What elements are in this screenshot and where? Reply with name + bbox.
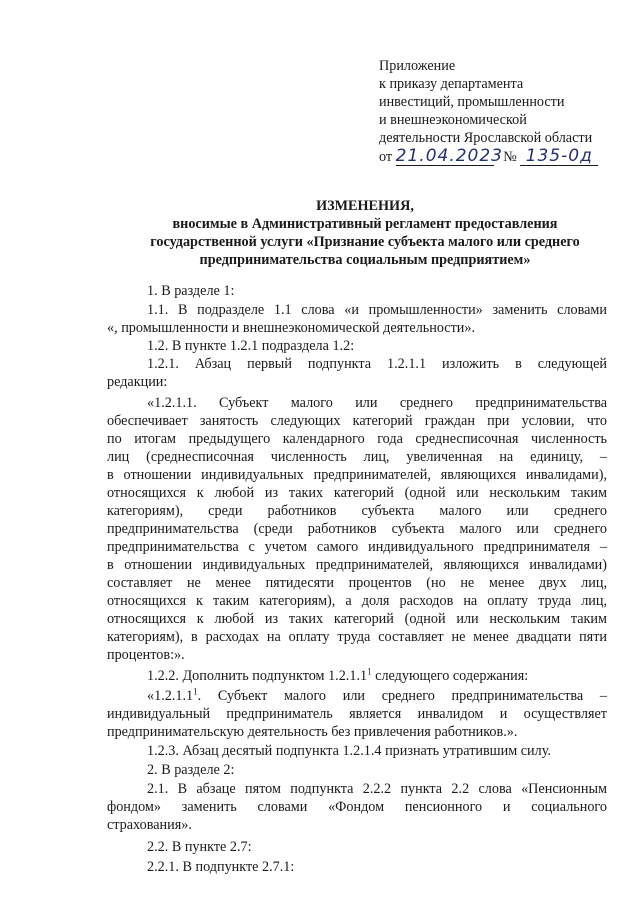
text-run: «1.2.1.1 (147, 688, 194, 704)
handwritten-number: 135-0д (520, 148, 598, 166)
paragraph-line: 1.2.3. Абзац десятый подпункта 1.2.1.4 признать утратившим силу. (147, 743, 551, 759)
superscript: 1 (367, 666, 372, 677)
paragraph-line: 2. В разделе 2: (147, 762, 235, 778)
document-subtitle: вносимые в Административный регламент предоставления (172, 216, 558, 232)
paragraph-line (147, 668, 528, 685)
text-run: 1.2.2. Дополнить подпунктом 1.2.1.1 (147, 668, 368, 684)
date-prefix: от (379, 149, 393, 165)
text-run: . Субъект малого или среднего предпринимательства – (197, 688, 607, 704)
quote-line: относящихся к таким категориям), а доля расходов на оплату труда лиц, (107, 593, 607, 609)
handwritten-date: 21.04.2023 (395, 146, 503, 166)
paragraph-line: 1.2. В пункте 1.2.1 подраздела 1.2: (147, 338, 355, 354)
quote-line: предпринимательства (среди работников субъекта малого или среднего (107, 521, 607, 537)
paragraph-line: фондом» заменить словами «Фондом пенсионного и социального (107, 799, 607, 815)
paragraph-line: 1.1. В подразделе 1.1 слова «и промышленности» заменить словами (147, 302, 607, 318)
quote-line: категориям), в расходах на оплату труда составляет не менее двадцати пяти (107, 629, 607, 645)
number-prefix: № (503, 149, 517, 165)
quote-line: в отношении индивидуальных предпринимателей, являющихся инвалидами) (107, 557, 607, 573)
header-line: к приказу департамента (379, 76, 524, 92)
header-line: и внешнеэкономической (379, 112, 527, 128)
paragraph-line: 1.2.1. Абзац первый подпункта 1.2.1.1 изложить в следующей (147, 356, 607, 372)
document-subtitle: предпринимательства социальным предприятием» (199, 252, 531, 268)
paragraph-line: 2.2.1. В подпункте 2.7.1: (147, 859, 295, 875)
document-subtitle: государственной услуги «Признание субъекта малого или среднего (150, 234, 580, 250)
paragraph-line: 1. В разделе 1: (147, 283, 235, 299)
quote-line: в отношении индивидуальных предпринимателей, являющихся инвалидами), (107, 467, 607, 483)
quote-line: предпринимательства с учетом самого индивидуального предпринимателя – (107, 539, 607, 555)
quote-line (147, 688, 607, 705)
quote-line: индивидуальный предприниматель является инвалидом и осуществляет (107, 706, 607, 722)
superscript: 1 (193, 686, 198, 697)
quote-line: «1.2.1.1. Субъект малого или среднего предпринимательства (147, 395, 607, 411)
quote-line: обеспечивает занятость следующих категорий граждан при условии, что (107, 413, 607, 429)
quote-line: относящихся к любой из таких категорий (одной или нескольким таким (107, 485, 607, 501)
paragraph-line: редакции: (107, 374, 168, 390)
header-line: деятельности Ярославской области (379, 130, 593, 146)
quote-line: по итогам предыдущего календарного года среднесписочная численность (107, 431, 607, 447)
quote-line: лиц (среднесписочная численность лиц, увеличенная на единицу, – (107, 449, 607, 465)
quote-line: относящихся к любой из таких категорий (одной или нескольким таким (107, 611, 607, 627)
order-date-number (379, 148, 598, 166)
paragraph-line: 2.2. В пункте 2.7: (147, 839, 252, 855)
document-title: ИЗМЕНЕНИЯ, (316, 198, 414, 214)
header-line: Приложение (379, 58, 456, 74)
text-run: следующего содержания: (371, 668, 529, 684)
paragraph-line: 2.1. В абзаце пятом подпункта 2.2.2 пункта 2.2 слова «Пенсионным (147, 781, 607, 797)
text-run (147, 688, 198, 705)
quote-line: категориям), среди работников субъекта малого или среднего (107, 503, 607, 519)
quote-line: процентов:». (107, 647, 185, 663)
paragraph-line: страхования». (107, 817, 192, 833)
paragraph-line: «, промышленности и внешнеэкономической деятельности». (107, 320, 476, 336)
header-line: инвестиций, промышленности (379, 94, 565, 110)
quote-line: составляет не менее пятидесяти процентов (но не менее двух лиц, (107, 575, 607, 591)
quote-line: предпринимательскую деятельность без привлечения работников.». (107, 724, 518, 740)
